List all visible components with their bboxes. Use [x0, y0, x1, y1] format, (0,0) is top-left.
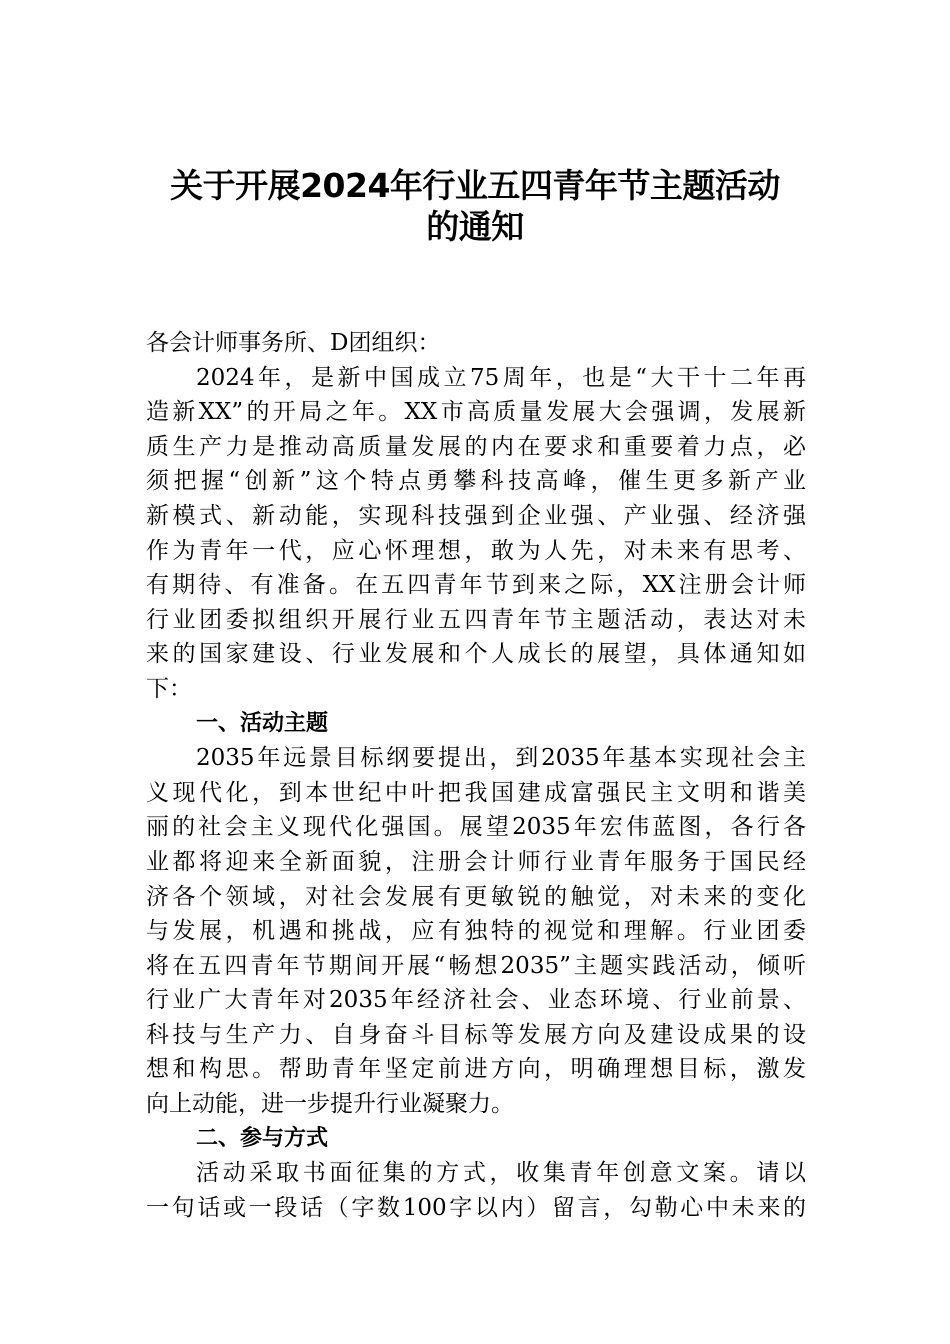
paragraph-line: 新模式、新动能，实现科技强到企业强、产业强、经济强 — [146, 502, 806, 529]
document-body — [146, 326, 806, 1225]
paragraph-line: 作为青年一代，应心怀理想，敢为人先，对未来有思考、 — [146, 537, 806, 564]
paragraph-line: 行业广大青年对2035年经济社会、业态环境、行业前景、 — [146, 987, 806, 1014]
participation-paragraph — [146, 1156, 806, 1225]
intro-paragraph — [146, 361, 806, 707]
document-title-line-2: 的通知 — [426, 207, 524, 246]
paragraph-line: 2035年远景目标纲要提出，到2035年基本实现社会主 — [196, 745, 806, 772]
document-title-line-1: 关于开展2024年行业五四青年节主题活动 — [170, 166, 780, 205]
paragraph-line: 有期待、有准备。在五四青年节到来之际，XX注册会计师 — [146, 572, 806, 599]
paragraph-line: 来的国家建设、行业发展和个人成长的展望，具体通知如 — [146, 641, 806, 668]
theme-paragraph — [146, 741, 806, 1122]
paragraph-line: 将在五四青年节期间开展“畅想2035”主题实践活动，倾听 — [146, 952, 806, 979]
paragraph-line: 下： — [146, 675, 192, 702]
paragraph-line: 济各个领域，对社会发展有更敏锐的触觉，对未来的变化 — [146, 883, 806, 910]
section-heading-theme: 一、活动主题 — [196, 710, 329, 736]
paragraph-line: 须把握“创新”这个特点勇攀科技高峰，催生更多新产业 — [146, 468, 806, 495]
paragraph-line: 丽的社会主义现代化强国。展望2035年宏伟蓝图，各行各 — [146, 814, 806, 841]
paragraph-line: 与发展，机遇和挑战，应有独特的视觉和理解。行业团委 — [146, 918, 806, 945]
paragraph-line: 想和构思。帮助青年坚定前进方向，明确理想目标，激发 — [146, 1056, 806, 1083]
section-heading-participation: 二、参与方式 — [196, 1125, 329, 1151]
paragraph-line: 活动采取书面征集的方式，收集青年创意文案。请以 — [196, 1160, 806, 1187]
paragraph-line: 2024年，是新中国成立75周年，也是“大干十二年再 — [196, 364, 806, 391]
paragraph-line: 质生产力是推动高质量发展的内在要求和重要着力点，必 — [146, 433, 806, 460]
paragraph-line: 业都将迎来全新面貌，注册会计师行业青年服务于国民经 — [146, 848, 806, 875]
paragraph-line: 科技与生产力、自身奋斗目标等发展方向及建设成果的设 — [146, 1021, 806, 1048]
paragraph-line: 义现代化，到本世纪中叶把我国建成富强民主文明和谐美 — [146, 779, 806, 806]
paragraph-line: 造新XX”的开局之年。XX市高质量发展大会强调，发展新 — [146, 399, 806, 426]
salutation: 各会计师事务所、D团组织： — [146, 330, 441, 356]
paragraph-line: 一句话或一段话（字数100字以内）留言，勾勒心中未来的 — [146, 1194, 806, 1221]
paragraph-line: 行业团委拟组织开展行业五四青年节主题活动，表达对未 — [146, 606, 806, 633]
paragraph-line: 向上动能，进一步提升行业凝聚力。 — [146, 1091, 514, 1118]
